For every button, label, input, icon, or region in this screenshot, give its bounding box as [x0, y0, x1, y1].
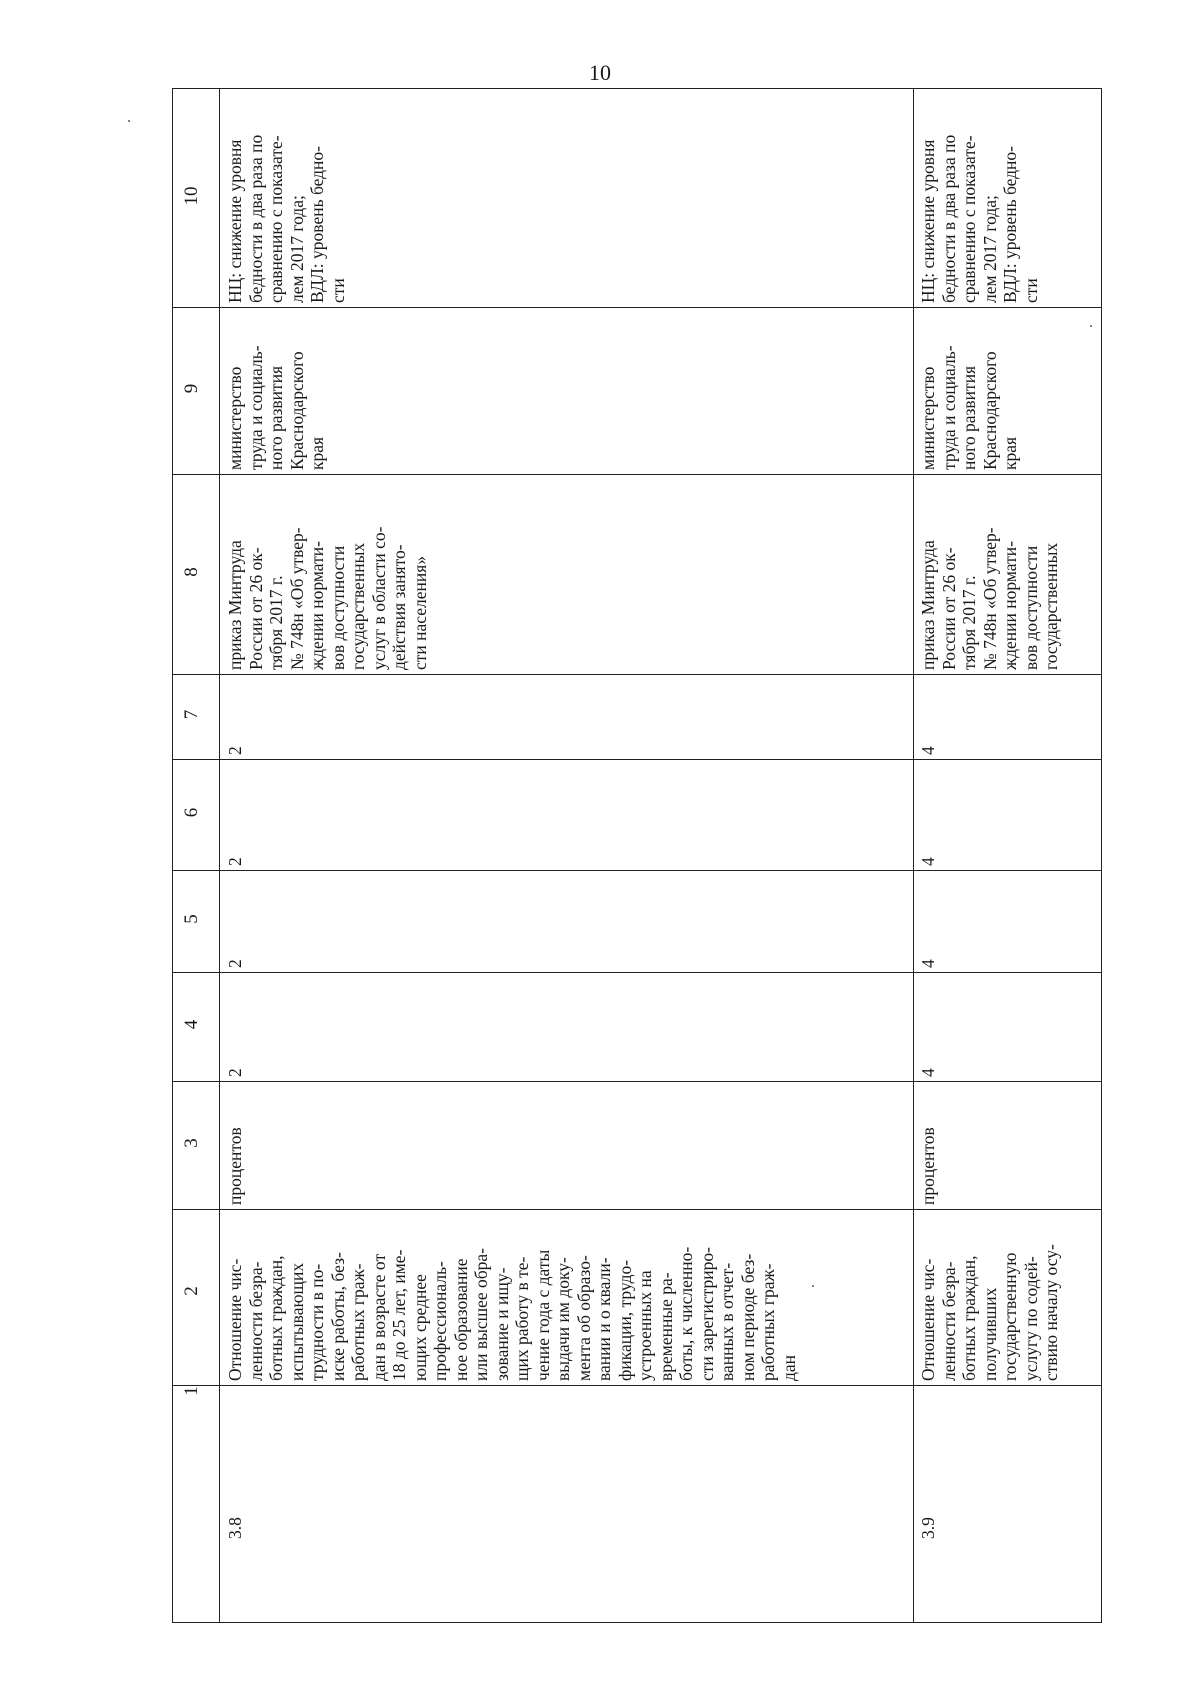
row-3-9-col-5: 4 — [918, 959, 938, 968]
header-col-9: 9 — [181, 383, 202, 394]
row-3-9-executor: министерство труда и социаль- ного развития Краснодарского края — [918, 345, 1020, 470]
page-number: 10 — [589, 60, 611, 85]
row-3-9-col-6: 4 — [918, 857, 938, 866]
col-border-5-4 — [173, 972, 1101, 973]
row-3-8-col-4: 2 — [225, 1068, 245, 1077]
header-col-2: 2 — [181, 1286, 202, 1296]
row-3-9-col-7: 4 — [918, 746, 938, 755]
scan-speck — [128, 120, 130, 122]
row-3-9-unit: процентов — [918, 1127, 938, 1205]
header-col-3: 3 — [181, 1138, 202, 1148]
row-3-8-unit: процентов — [225, 1127, 245, 1205]
row-3-9-indicator: Отношение чис- ленности безра- ботных граждан, получивших государственную услугу по содей- ствию началу осу- — [918, 1244, 1061, 1381]
scan-speck — [1090, 325, 1092, 327]
col-border-10-9 — [173, 307, 1101, 308]
col-border-3-2 — [173, 1209, 1101, 1210]
row-3-8-number: 3.8 — [225, 1517, 245, 1539]
row-3-9-document: приказ Минтруда России от 26 ок- тября 2017 г. № 748н «Об утвер- ждении нормати- вов доступности государственных — [918, 527, 1061, 670]
scan-speck — [812, 1285, 814, 1287]
row-3-8-document: приказ Минтруда России от 26 ок- тября 2017 г. № 748н «Об утвер- ждении нормати- вов доступности государственных услуг в области со- действия занято- сти населения» — [225, 526, 430, 670]
col-border-8-7 — [173, 674, 1101, 675]
row-3-9-col-4: 4 — [918, 1068, 938, 1077]
col-border-4-3 — [173, 1081, 1101, 1082]
row-3-8-executor: министерство труда и социаль- ного развития Краснодарского края — [225, 345, 327, 470]
row-3-8-col-5: 2 — [225, 959, 245, 968]
header-col-6: 6 — [181, 807, 202, 818]
col-border-9-8 — [173, 474, 1101, 475]
header-col-8: 8 — [181, 567, 202, 577]
header-col-1: 1 — [181, 1386, 202, 1396]
header-row-border — [219, 89, 220, 1622]
header-col-7: 7 — [181, 709, 202, 720]
header-col-5: 5 — [181, 914, 202, 924]
row-border-3-8-3-9 — [913, 89, 914, 1622]
header-col-4: 4 — [181, 1019, 202, 1030]
row-3-8-col-6: 2 — [225, 857, 245, 866]
col-border-6-5 — [173, 870, 1101, 871]
row-3-8-goal: НЦ: снижение уровня бедности в два раза по сравнению с показате- лем 2017 года; ВДЛ: уровень бедно- сти — [225, 134, 348, 303]
row-3-8-col-7: 2 — [225, 746, 245, 755]
row-3-9-number: 3.9 — [918, 1517, 938, 1539]
row-3-8-indicator: Отношение чис- ленности безра- ботных граждан, испытывающих трудности в по- иске работы, без- работных граж- дан в возрасте от 18 до 25 лет, име- ющих среднее профессиональ- ное образование или высшее обра- зование и ищу- щих работу в те- чение года с даты выдачи им доку- мента об образо- вании и о квали- фикации, трудо- устроенных на временные ра- боты, к численно- сти зарегистриро- ванных в отчет- ном периоде без- работных граж- дан — [225, 1246, 799, 1381]
col-border-7-6 — [173, 759, 1101, 760]
col-border-2-1 — [173, 1385, 1101, 1386]
indicators-table — [172, 88, 1102, 1623]
row-3-9-goal: НЦ: снижение уровня бедности в два раза по сравнению с показате- лем 2017 года; ВДЛ: уровень бедно- сти — [918, 134, 1041, 303]
header-col-10: 10 — [181, 186, 202, 206]
